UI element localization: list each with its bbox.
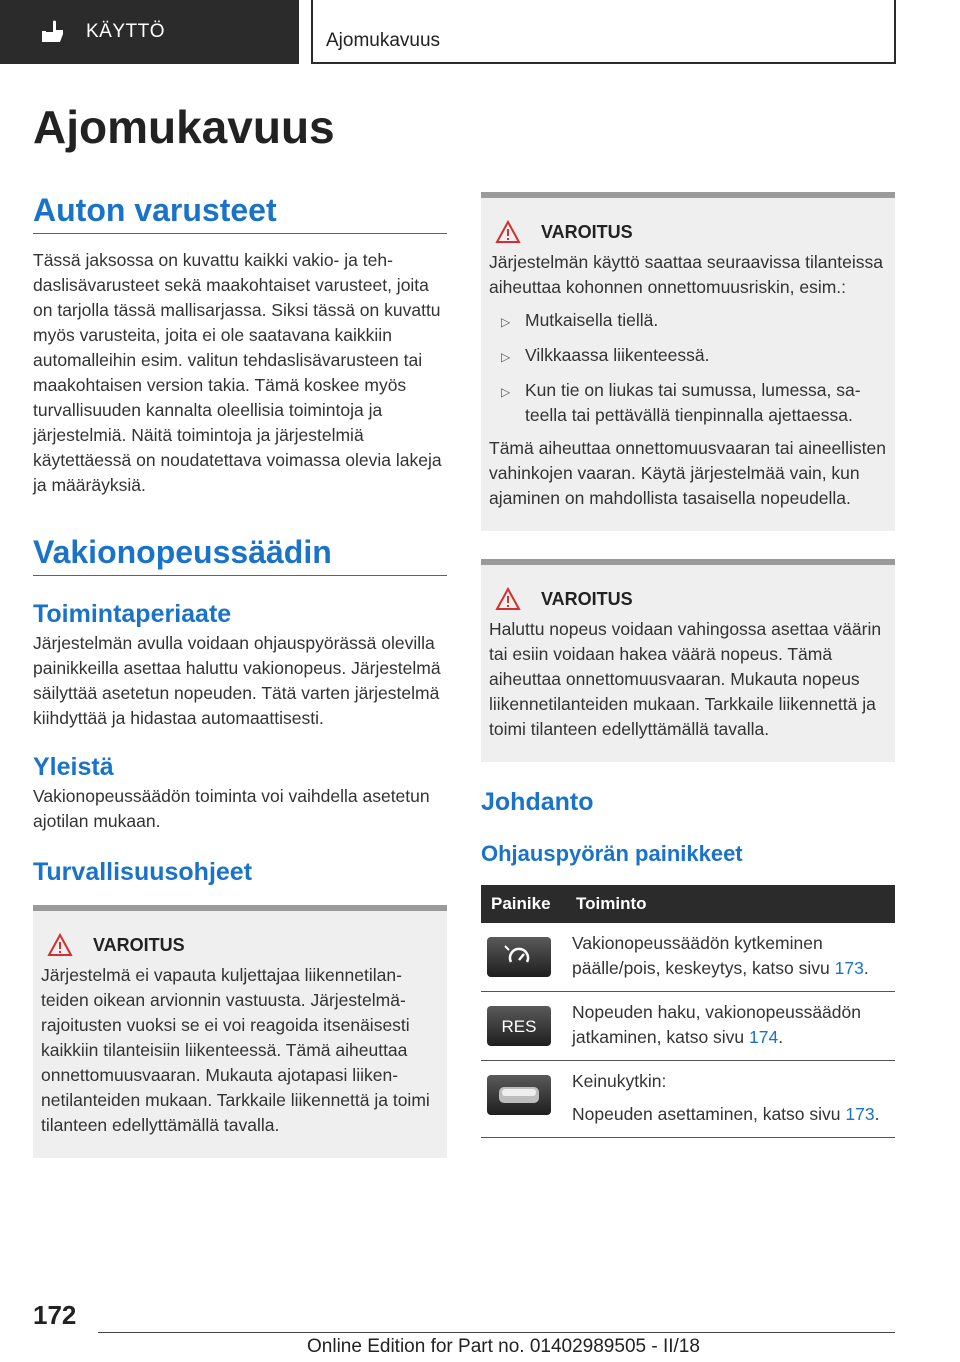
bullet-triangle-icon: ▷: [501, 315, 511, 329]
auton-varusteet-heading: Auton varusteet: [33, 192, 447, 234]
page-link[interactable]: 173: [834, 958, 864, 978]
warning-header: [489, 587, 887, 611]
page-title: Ajomukavuus: [33, 101, 335, 153]
warning-header: [489, 220, 887, 244]
warning-label: VAROITUS: [541, 588, 633, 609]
warning-box-safety: [33, 905, 447, 1158]
warning-text: Haluttu nopeus voidaan vahingossa asettaa väärin tai esiin voidaan hakea väärä nopeus. Tämä aiheuttaa onnettomuusvaaran. Mukauta nopeus liikennetilanteiden mukaan. Tarkkaile liikennettä ja toimi tilanteen edellyttämällä tavalla.: [489, 619, 882, 739]
warning-triangle-icon: [495, 220, 521, 244]
rocker-title: Keinukytkin:: [572, 1071, 667, 1091]
hand-pointer-icon: [40, 18, 68, 46]
warning-triangle-icon: [495, 587, 521, 611]
res-button-icon: RES: [487, 1006, 551, 1046]
cruise-control-button-icon: [487, 937, 551, 977]
ohjauspyoran-painikkeet-heading: Ohjauspyörän painikkeet: [481, 841, 743, 866]
list-item: ▷ Vilkkaassa liikenteessä.: [489, 343, 887, 370]
table-row: Keinukytkin: Nopeuden asettaminen, katso sivu 173.: [481, 1061, 895, 1138]
warning-triangle-icon: [47, 933, 73, 957]
chapter-label: Ajomukavuus: [326, 30, 441, 51]
section-label: KÄYTTÖ: [86, 21, 166, 42]
yleista-text: Vakionopeussäädön toiminta voi vaihdella asetetun ajotilan mukaan.: [33, 786, 430, 831]
footer-divider: [98, 1332, 895, 1333]
warning-text: Järjestelmä ei vapauta kuljettajaa liikennetilanteiden oikean arvionnin vastuusta. Järjestelmärajoitusten vuoksi se ei voi reagoida itsenäisesti kaikkiin tilanteisiin liikenteessä. Tämä aiheuttaa onnettomuusvaaran. Mukauta ajotapasi liikennetilanteiden mukaan. Tarkkaile liikennettä ja toimi tilanteen edellyttämällä tavalla.: [41, 965, 430, 1135]
warning-label: VAROITUS: [541, 221, 633, 242]
yleista-heading: Yleistä: [33, 753, 114, 781]
buttons-table: [481, 885, 895, 1138]
page-link[interactable]: 173: [845, 1104, 875, 1124]
table-header-painike: Painike: [481, 885, 566, 923]
table-row: Vakionopeussäädön kytkeminen päälle/pois, keskeytys, katso sivu 173.: [481, 923, 895, 992]
toimintaperiaate-heading: Toimintaperiaate: [33, 600, 232, 628]
chapter-header: [311, 0, 896, 64]
toimintaperiaate-text: Järjestelmän avulla voidaan ohjauspyörässä olevilla painikkeilla asettaa haluttu vakionopeus. Järjestelmä säilyttää asetetun nopeuden. Tätä varten järjestelmä kiihdyttää ja hidastaa automaattisesti.: [33, 633, 441, 728]
list-item: ▷ Kun tie on liukas tai sumussa, lumessa, sateella tai pettävällä tienpinnalla ajettaessa.: [489, 378, 887, 428]
rocker-switch-icon: [487, 1075, 551, 1115]
bullet-triangle-icon: ▷: [501, 350, 511, 364]
table-header-toiminto: Toiminto: [566, 885, 895, 923]
johdanto-heading: Johdanto: [481, 788, 594, 816]
warning-box-risk: [481, 192, 895, 531]
footer-edition: Online Edition for Part no. 01402989505 - II/18: [307, 1336, 700, 1357]
turvallisuusohjeet-heading: Turvallisuusohjeet: [33, 858, 253, 886]
list-item: ▷ Mutkaisella tiellä.: [489, 308, 887, 335]
warning-outro: Tämä aiheuttaa onnettomuusvaaran tai aineellisten vahinkojen vaaran. Käytä järjestelmää vain, kun ajaminen on mahdollista tasaisella nopeudella.: [489, 438, 886, 508]
warning-label: VAROITUS: [93, 934, 185, 955]
page-number: 172: [33, 1300, 77, 1330]
warning-intro: Järjestelmän käyttö saattaa seuraavissa tilanteissa aiheuttaa kohonnen onnettomuusriskin, esim.:: [489, 252, 883, 297]
right-column: [481, 192, 895, 1138]
warning-box-speed: [481, 559, 895, 762]
page-link[interactable]: 174: [749, 1027, 779, 1047]
bullet-triangle-icon: ▷: [501, 385, 511, 399]
section-tab: [0, 0, 299, 64]
warning-header: [41, 933, 439, 957]
vakionopeussaadin-heading: Vakionopeussäädin: [33, 534, 447, 576]
table-row: RES Nopeuden haku, vakionopeussäädön jatkaminen, katso sivu 174.: [481, 992, 895, 1061]
auton-varusteet-text: Tässä jaksossa on kuvattu kaikki vakio- ja tehdaslisävarusteet sekä maakohtaiset varusteet, joita on tarjolla tässä mallisarjassa. Siksi tässä on kuvattu myös varusteita, joita ei ole saatavana kaikkiin automalleihin esim. valitun tehdaslisävarusteen tai maakohtaisen version takia. Tämä koskee myös turvallisuuden kannalta oleellisia toimintoja ja järjestelmiä. Näitä toimintoja ja järjestelmiä käytettäessä on noudatettava voimassa olevia lakeja ja määräyksiä.: [33, 250, 442, 495]
left-column: [33, 192, 447, 1158]
